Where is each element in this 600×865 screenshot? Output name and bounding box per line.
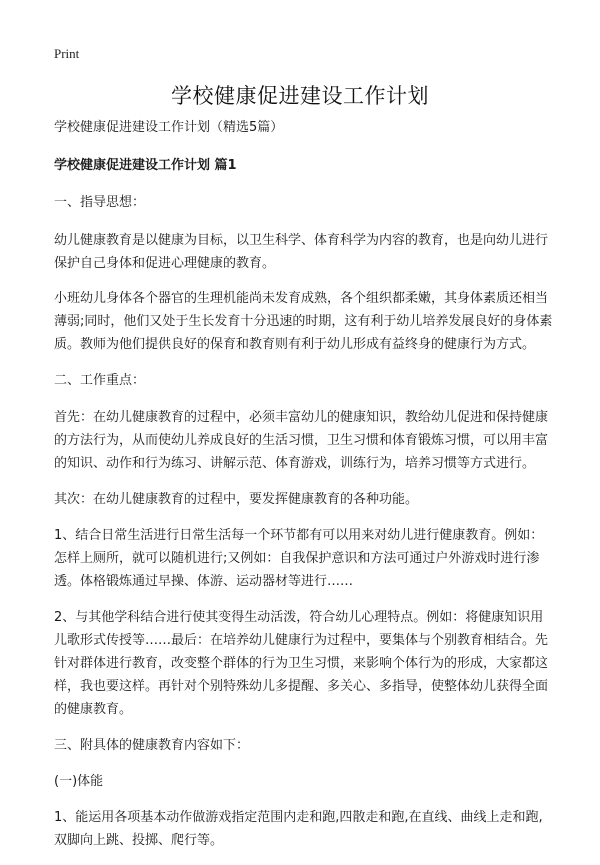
paragraph-content-heading: 三、附具体的健康教育内容如下：	[54, 738, 250, 753]
document-subtitle: 学校健康促进建设工作计划（精选5篇）	[54, 120, 284, 135]
document-body	[54, 116, 554, 865]
paragraph-subheading: (一)体能	[54, 774, 104, 789]
paragraph: 幼儿健康教育是以健康为目标，以卫生科学、体育科学为内容的教育，也是向幼儿进行保护自己身体和促进心理健康的教育。	[54, 233, 549, 271]
paragraph-work-focus-heading: 二、工作重点：	[54, 373, 146, 388]
paragraph: 2、与其他学科结合进行使其变得生动活泼，符合幼儿心理特点。例如：将健康知识用儿歌形式传授等……最后：在培养幼儿健康行为过程中，要集体与个别教育相结合。先针对群体进行教育，改变整个群体的行为卫生习惯，来影响个体行为的形成，大家都这样，我也要这样。再针对个别特殊幼儿多提醒、多关心、多指导，使整体幼儿获得全面的健康教育。	[54, 610, 549, 717]
section-heading: 学校健康促进建设工作计划 篇1	[54, 158, 237, 173]
paragraph: 1、能运用各项基本动作做游戏指定范围内走和跑,四散走和跑,在直线、曲线上走和跑,双脚向上跳、投掷、爬行等。	[54, 810, 543, 848]
paragraph-guiding-heading: 一、指导思想：	[54, 195, 146, 210]
paragraph: 首先：在幼儿健康教育的过程中，必须丰富幼儿的健康知识，教给幼儿促进和保持健康的方法行为，从而使幼儿养成良好的生活习惯，卫生习惯和体育锻炼习惯，可以用丰富的知识、动作和行为练习、讲解示范、体育游戏，训练行为，培养习惯等方式进行。	[54, 410, 549, 471]
paragraph: 小班幼儿身体各个器官的生理机能尚未发育成熟，各个组织都柔嫩，其身体素质还相当薄弱;同时，他们又处于生长发育十分迅速的时期，这有利于幼儿培养发展良好的身体素质。教师为他们提供良好的保育和教育则有利于幼儿形成有益终身的健康行为方式。	[54, 291, 553, 352]
print-link[interactable]: Print	[54, 46, 80, 61]
paragraph: 1、结合日常生活进行日常生活每一个环节都有可以用来对幼儿进行健康教育。例如：怎样上厕所，就可以随机进行;又例如：自我保护意识和方法可通过户外游戏时进行渗透。体格锻炼通过早操、体游、运动器材等进行……	[54, 528, 544, 589]
paragraph: 其次：在幼儿健康教育的过程中，要发挥健康教育的各种功能。	[54, 492, 419, 507]
page-title: 学校健康促进建设工作计划	[171, 84, 429, 108]
